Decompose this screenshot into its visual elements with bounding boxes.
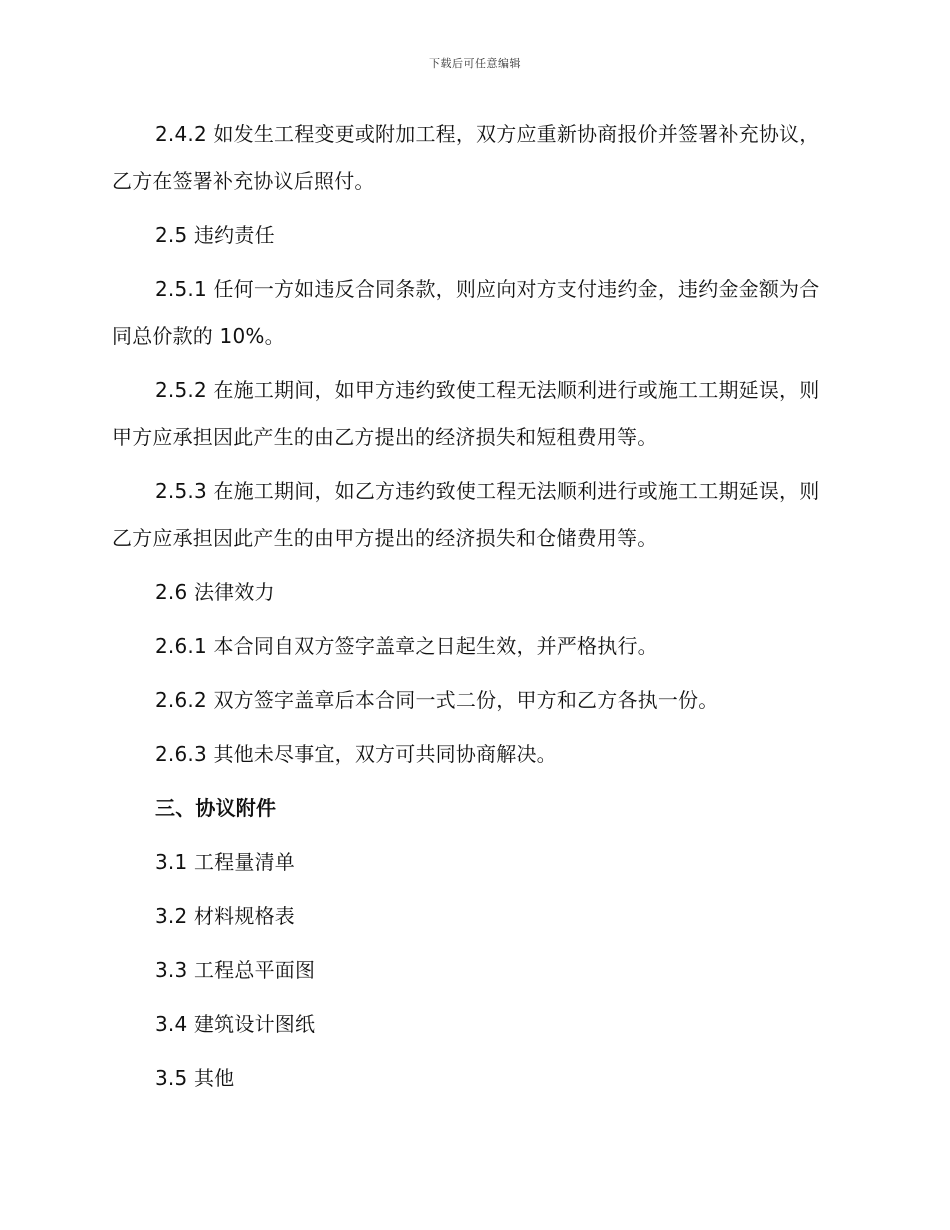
section-2-6-heading: 2.6 法律效力 xyxy=(155,580,275,604)
clause-2-6-2: 2.6.2 双方签字盖章后本合同一式二份，甲方和乙方各执一份。 xyxy=(155,688,719,712)
section-2-5-heading: 2.5 违约责任 xyxy=(155,223,275,247)
attachment-3-2: 3.2 材料规格表 xyxy=(155,904,295,928)
attachment-3-5: 3.5 其他 xyxy=(155,1066,235,1090)
attachment-3-1: 3.1 工程量清单 xyxy=(155,850,295,874)
clause-2-5-2: 2.5.2 在施工期间，如甲方违约致使工程无法顺利进行或施工工期延误，则甲方应承担因此产生的由乙方提出的经济损失和短租费用等。 xyxy=(112,378,820,449)
clause-2-6-1: 2.6.1 本合同自双方签字盖章之日起生效，并严格执行。 xyxy=(155,634,658,658)
attachment-3-4: 3.4 建筑设计图纸 xyxy=(155,1012,316,1036)
clause-2-5-1: 2.5.1 任何一方如违反合同条款，则应向对方支付违约金，违约金金额为合同总价款的 10%。 xyxy=(112,277,820,348)
clause-2-4-2: 2.4.2 如发生工程变更或附加工程，双方应重新协商报价并签署补充协议，乙方在签署补充协议后照付。 xyxy=(112,122,820,193)
clause-2-5-3: 2.5.3 在施工期间，如乙方违约致使工程无法顺利进行或施工工期延误，则乙方应承担因此产生的由甲方提出的经济损失和仓储费用等。 xyxy=(112,479,820,550)
clause-2-6-3: 2.6.3 其他未尽事宜，双方可共同协商解决。 xyxy=(155,742,557,766)
document-body xyxy=(112,111,828,1109)
section-3-heading: 三、协议附件 xyxy=(155,796,277,820)
attachment-3-3: 3.3 工程总平面图 xyxy=(155,958,316,982)
page-header-note: 下载后可任意编辑 xyxy=(429,57,521,70)
